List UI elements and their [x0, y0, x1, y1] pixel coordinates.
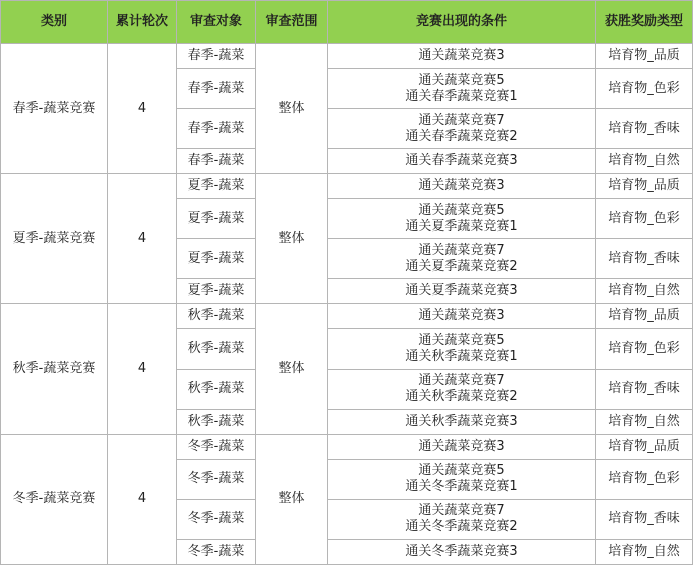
- condition-line: 通关夏季蔬菜竞赛1: [405, 218, 518, 234]
- condition-cell: [328, 239, 596, 279]
- condition-line: 通关冬季蔬菜竞赛1: [405, 479, 518, 495]
- condition-cell: [328, 304, 596, 329]
- condition-cell: [328, 44, 596, 69]
- condition-line: 通关蔬菜竞赛3: [418, 308, 505, 324]
- header-rounds: 累计轮次: [108, 1, 177, 44]
- target-cell: 秋季-蔬菜: [177, 304, 256, 329]
- header-scope: 审查范围: [256, 1, 328, 44]
- condition-line: 通关夏季蔬菜竞赛3: [405, 283, 518, 299]
- condition-cell: [328, 329, 596, 369]
- target-cell: 秋季-蔬菜: [177, 409, 256, 434]
- table-row: [1, 304, 693, 329]
- header-target: 审查对象: [177, 1, 256, 44]
- scope-cell: 整体: [256, 174, 328, 304]
- condition-line: 通关蔬菜竞赛7: [418, 112, 505, 128]
- reward-cell: 培育物_自然: [596, 149, 693, 174]
- condition-line: 通关蔬菜竞赛7: [418, 242, 505, 258]
- condition-cell: [328, 434, 596, 459]
- condition-line: 通关秋季蔬菜竞赛2: [405, 389, 518, 405]
- reward-cell: 培育物_香味: [596, 369, 693, 409]
- condition-line: 通关蔬菜竞赛3: [418, 178, 505, 194]
- target-cell: 夏季-蔬菜: [177, 199, 256, 239]
- category-cell: 夏季-蔬菜竞赛: [1, 174, 108, 304]
- condition-cell: [328, 149, 596, 174]
- header-condition: 竞赛出现的条件: [328, 1, 596, 44]
- target-cell: 秋季-蔬菜: [177, 329, 256, 369]
- condition-cell: [328, 109, 596, 149]
- condition-line: 通关蔬菜竞赛5: [418, 333, 505, 349]
- scope-cell: 整体: [256, 304, 328, 434]
- condition-cell: [328, 174, 596, 199]
- condition-cell: [328, 199, 596, 239]
- target-cell: 夏季-蔬菜: [177, 279, 256, 304]
- target-cell: 春季-蔬菜: [177, 109, 256, 149]
- condition-cell: [328, 279, 596, 304]
- table-row: [1, 434, 693, 459]
- target-cell: 春季-蔬菜: [177, 149, 256, 174]
- condition-line: 通关蔬菜竞赛5: [418, 463, 505, 479]
- condition-cell: [328, 369, 596, 409]
- condition-line: 通关秋季蔬菜竞赛3: [405, 413, 518, 429]
- target-cell: 夏季-蔬菜: [177, 174, 256, 199]
- condition-line: 通关冬季蔬菜竞赛3: [405, 543, 518, 559]
- category-cell: 春季-蔬菜竞赛: [1, 44, 108, 174]
- condition-line: 通关蔬菜竞赛5: [418, 202, 505, 218]
- header-reward: 获胜奖励类型: [596, 1, 693, 44]
- target-cell: 春季-蔬菜: [177, 44, 256, 69]
- condition-cell: [328, 409, 596, 434]
- reward-cell: 培育物_香味: [596, 499, 693, 539]
- target-cell: 冬季-蔬菜: [177, 459, 256, 499]
- rounds-cell: 4: [108, 174, 177, 304]
- reward-cell: 培育物_品质: [596, 304, 693, 329]
- category-cell: 冬季-蔬菜竞赛: [1, 434, 108, 564]
- reward-cell: 培育物_自然: [596, 539, 693, 564]
- condition-line: 通关蔬菜竞赛7: [418, 503, 505, 519]
- condition-line: 通关蔬菜竞赛3: [418, 438, 505, 454]
- reward-cell: 培育物_品质: [596, 44, 693, 69]
- target-cell: 春季-蔬菜: [177, 69, 256, 109]
- reward-cell: 培育物_香味: [596, 239, 693, 279]
- condition-line: 通关夏季蔬菜竞赛2: [405, 258, 518, 274]
- condition-line: 通关蔬菜竞赛5: [418, 72, 505, 88]
- condition-line: 通关蔬菜竞赛7: [418, 373, 505, 389]
- rounds-cell: 4: [108, 44, 177, 174]
- reward-cell: 培育物_香味: [596, 109, 693, 149]
- target-cell: 冬季-蔬菜: [177, 499, 256, 539]
- condition-cell: [328, 459, 596, 499]
- table-row: [1, 44, 693, 69]
- header-category: 类别: [1, 1, 108, 44]
- reward-cell: 培育物_色彩: [596, 69, 693, 109]
- target-cell: 秋季-蔬菜: [177, 369, 256, 409]
- reward-cell: 培育物_品质: [596, 434, 693, 459]
- reward-cell: 培育物_色彩: [596, 199, 693, 239]
- table-row: [1, 174, 693, 199]
- scope-cell: 整体: [256, 434, 328, 564]
- condition-cell: [328, 69, 596, 109]
- condition-line: 通关春季蔬菜竞赛3: [405, 153, 518, 169]
- reward-cell: 培育物_色彩: [596, 459, 693, 499]
- table-body: [1, 44, 693, 565]
- reward-cell: 培育物_自然: [596, 279, 693, 304]
- reward-cell: 培育物_色彩: [596, 329, 693, 369]
- target-cell: 夏季-蔬菜: [177, 239, 256, 279]
- scope-cell: 整体: [256, 44, 328, 174]
- header-row: [1, 1, 693, 44]
- target-cell: 冬季-蔬菜: [177, 434, 256, 459]
- condition-line: 通关秋季蔬菜竞赛1: [405, 349, 518, 365]
- category-cell: 秋季-蔬菜竞赛: [1, 304, 108, 434]
- condition-line: 通关春季蔬菜竞赛1: [405, 88, 518, 104]
- target-cell: 冬季-蔬菜: [177, 539, 256, 564]
- rounds-cell: 4: [108, 434, 177, 564]
- condition-cell: [328, 499, 596, 539]
- condition-cell: [328, 539, 596, 564]
- condition-line: 通关冬季蔬菜竞赛2: [405, 519, 518, 535]
- rounds-cell: 4: [108, 304, 177, 434]
- condition-line: 通关蔬菜竞赛3: [418, 48, 505, 64]
- reward-cell: 培育物_自然: [596, 409, 693, 434]
- condition-line: 通关春季蔬菜竞赛2: [405, 128, 518, 144]
- reward-cell: 培育物_品质: [596, 174, 693, 199]
